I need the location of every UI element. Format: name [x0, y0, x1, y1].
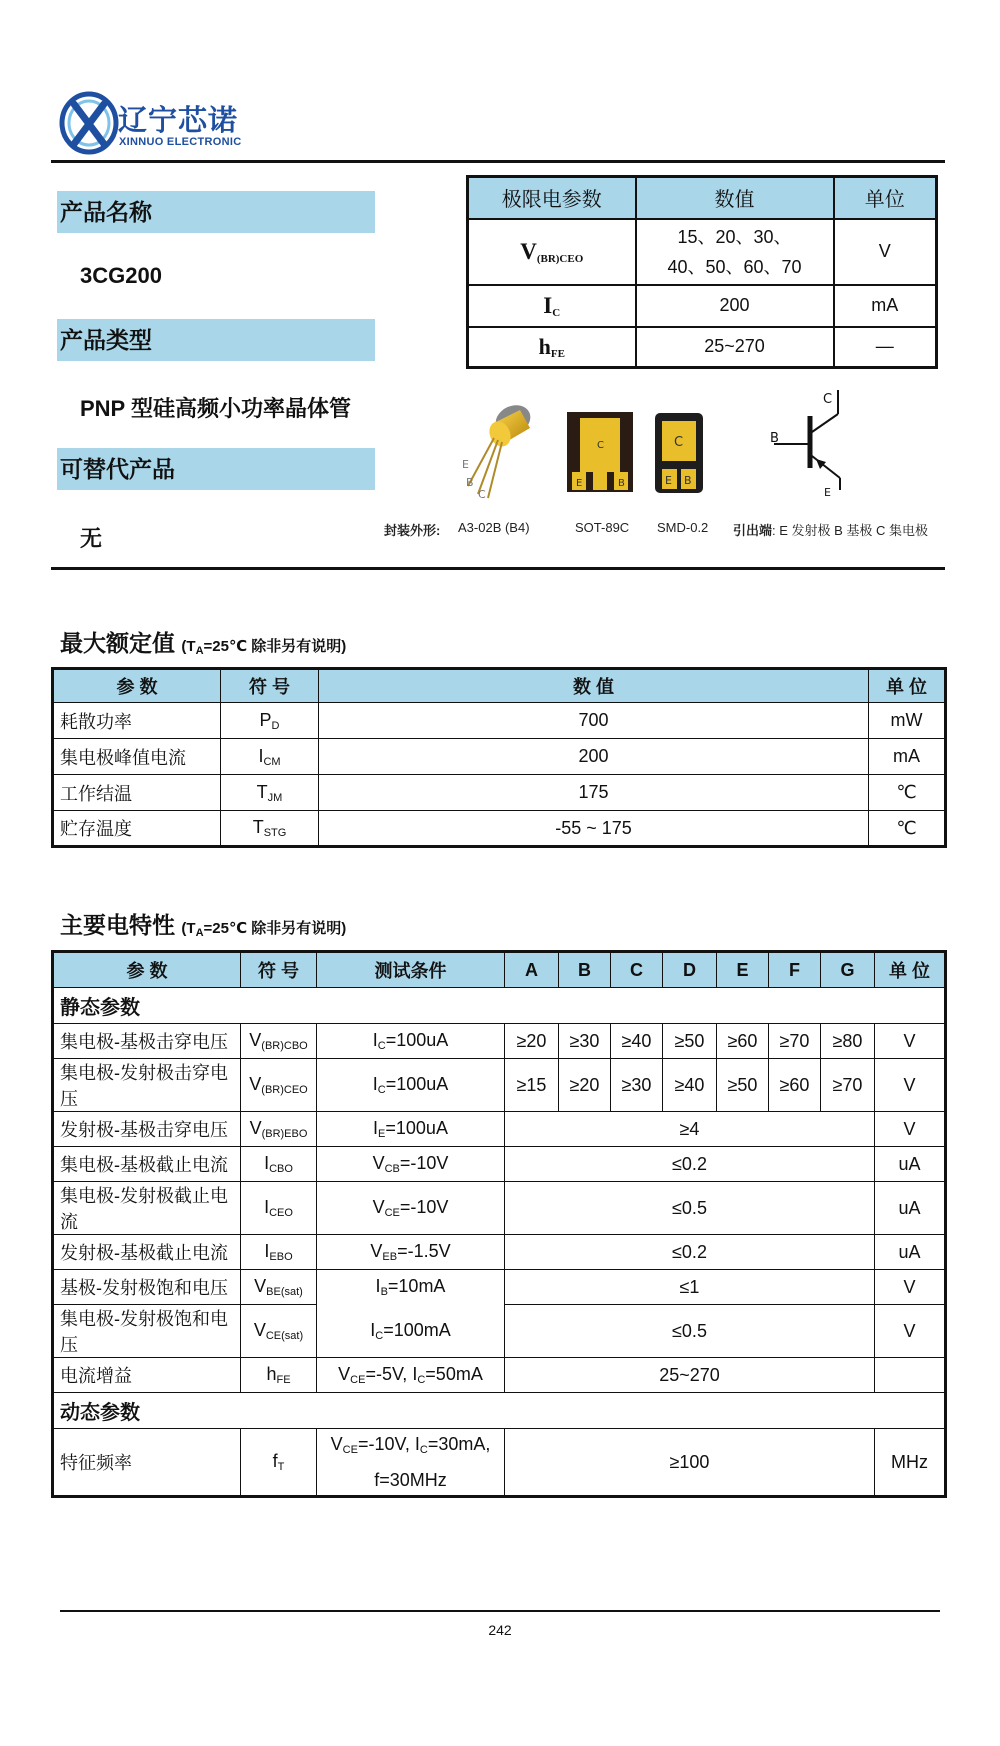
max-ratings-condition: ($T_A=25℃$ 除非另有说明) [181, 638, 347, 657]
smd-pin-label: B [684, 474, 692, 487]
to92-lead-label: B [466, 476, 474, 489]
to92-lead-label: E [462, 458, 469, 471]
limit-unit: V [834, 219, 937, 285]
table-row: 集电极-基极截止电流 $I_{CBO}$ $V_{CB}=-10V$ ≤0.2 uA [53, 1147, 946, 1182]
table-row: 集电极-发射极饱和电压 $V_{CE(sat)}$ $I_C=100mA$ ≤0.5 V [53, 1305, 946, 1358]
char-header: C [611, 952, 663, 988]
page-number: 242 [488, 1622, 512, 1638]
characteristics-condition: ($T_A=25℃$ 除非另有说明) [181, 920, 347, 939]
product-type-band [57, 319, 375, 361]
footer-divider [60, 1610, 940, 1612]
limit-value: 200 [636, 285, 834, 327]
package-label: 封装外形: [384, 523, 441, 538]
table-row: 耗散功率 $P_D$ 700 mW [53, 703, 946, 739]
char-header: A [505, 952, 559, 988]
limit-value: 15、20、30、 40、50、60、70 [636, 219, 834, 285]
dynamic-section-row: 动态参数 [53, 1393, 946, 1429]
ratings-header: 参 数 [53, 669, 221, 703]
sot89-pin-label: C [597, 440, 604, 451]
alt-product-value: 无 [80, 526, 103, 551]
max-ratings-title: 最大额定值 ($T_A=25℃$ 除非另有说明) [60, 630, 347, 657]
limit-param: $I_C$ [468, 285, 636, 327]
table-row: 工作结温 $T_{JM}$ 175 ℃ [53, 775, 946, 811]
char-header: G [821, 952, 875, 988]
char-header: 参 数 [53, 952, 241, 988]
char-header: 测试条件 [317, 952, 505, 988]
ratings-header: 数 值 [319, 669, 869, 703]
to92-package-image [458, 398, 538, 502]
sot89-pin-label: E [576, 478, 583, 489]
table-row: 集电极-发射极击穿电压 $V_{(BR)CEO}$ $I_C=100uA$ ≥15 ≥20 ≥30 ≥40 ≥50 ≥60 ≥70 V [53, 1059, 946, 1112]
company-logo-icon [58, 90, 120, 156]
limit-param: $V_{(BR)CEO}$ [468, 219, 636, 285]
table-row: 基极-发射极饱和电压 $V_{BE(sat)}$ $I_B=10mA$ ≤1 V [53, 1270, 946, 1305]
limit-header-unit: 单位 [834, 177, 937, 219]
table-row: 集电极-基极击穿电压 $V_{(BR)CBO}$ $I_C=100uA$ ≥20 ≥30 ≥40 ≥50 ≥60 ≥70 ≥80 V [53, 1024, 946, 1059]
table-row: 发射极-基极截止电流 $I_{EBO}$ $V_{EB}=-1.5V$ ≤0.2 uA [53, 1235, 946, 1270]
symbol-label-c: C [823, 392, 833, 407]
limit-unit: — [834, 327, 937, 368]
limit-unit: mA [834, 285, 937, 327]
package-name-smd: SMD-0.2 [657, 520, 709, 535]
smd-pin-label: C [674, 435, 684, 450]
product-name-value: 3CG200 [80, 263, 162, 288]
package-name-sot89: SOT-89C [575, 520, 630, 535]
product-type-value: PNP 型硅高频小功率晶体管 [80, 396, 351, 421]
limit-row-ic [468, 285, 937, 327]
brand-name-en: XINNUO ELECTRONIC [119, 136, 242, 148]
sot89-package-image [567, 412, 633, 492]
static-section-row: 静态参数 [53, 988, 946, 1024]
char-header: D [663, 952, 717, 988]
smd-package-image [655, 413, 703, 493]
package-name-to92: A3-02B (B4) [458, 520, 530, 535]
limit-header-param: 极限电参数 [468, 177, 636, 219]
char-header: 单 位 [875, 952, 946, 988]
alt-product-band [57, 448, 375, 490]
symbol-label-e: E [824, 486, 831, 498]
header-divider [51, 160, 945, 163]
to92-lead-label: C [478, 488, 486, 501]
ratings-header: 符 号 [221, 669, 319, 703]
char-header: 符 号 [241, 952, 317, 988]
characteristics-title: 主要电特性 ($T_A=25℃$ 除非另有说明) [60, 912, 347, 939]
product-name-band [57, 191, 375, 233]
char-header: B [559, 952, 611, 988]
table-row: 特征频率 $f_T$ $V_{CE}=-10V$, $I_C=30mA$, f=30MHz ≥100 MHz [53, 1429, 946, 1497]
limit-parameter-table [466, 175, 938, 369]
table-row: 集电极峰值电流 $I_{CM}$ 200 mA [53, 739, 946, 775]
table-row: 集电极-发射极截止电流 $I_{CEO}$ $V_{CE}=-10V$ ≤0.5 uA [53, 1182, 946, 1235]
alt-product-label: 可替代产品 [60, 456, 175, 482]
limit-row-hfe [468, 327, 937, 368]
symbol-label-b: B [770, 431, 779, 446]
characteristics-table [51, 950, 947, 1498]
info-divider [51, 567, 945, 570]
sot89-pin-label: B [618, 478, 625, 489]
limit-value: 25~270 [636, 327, 834, 368]
brand-name-cn: 辽宁芯诺 [118, 105, 239, 137]
char-header: E [717, 952, 769, 988]
max-ratings-table [51, 667, 947, 848]
table-row: 贮存温度 $T_{STG}$ -55 ~ 175 ℃ [53, 811, 946, 847]
table-row: 发射极-基极击穿电压 $V_{(BR)EBO}$ $I_E=100uA$ ≥4 V [53, 1112, 946, 1147]
smd-pin-label: E [665, 474, 672, 487]
pnp-transistor-symbol-icon [760, 386, 860, 498]
limit-header-value: 数值 [636, 177, 834, 219]
char-header: F [769, 952, 821, 988]
limit-param: $h_{FE}$ [468, 327, 636, 368]
pin-description: 引出端: E 发射极 B 基极 C 集电极 [733, 523, 929, 538]
limit-row-vbrceo [468, 219, 937, 285]
product-name-label: 产品名称 [60, 199, 152, 225]
table-row: 电流增益 $h_{FE}$ $V_{CE}=-5V$, $I_C=50mA$ 25~270 [53, 1358, 946, 1393]
ratings-header: 单 位 [869, 669, 946, 703]
product-type-label: 产品类型 [60, 327, 152, 353]
